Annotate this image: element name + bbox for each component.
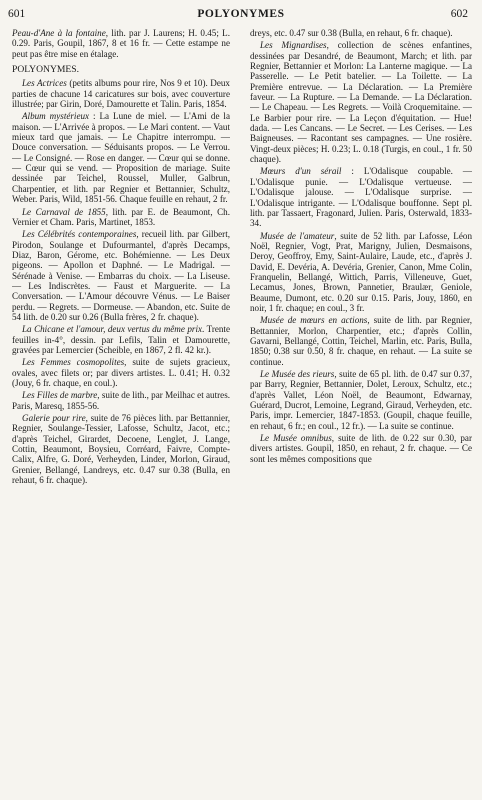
catalog-entry	[250, 315, 472, 367]
entry-title: La Chicane et l'amour, deux vertus du même prix	[22, 324, 203, 335]
entry-text: , suite de 76 pièces lith. par Bettannier, Regnier, Soulange-Tessier, Lafosse, Schultz, Jacot, etc.; d'après Teichel, Girardet, Decoene, Lenglet, J. Lange, Cottin, Beaumont, Boysieu, Corréard, Faivre, Compte-Calix, Alfre, G. Doré, Verheyden, Linder, Morlon, Giraud, Grenier, Bellangé, Landreys, etc. 0.47 sur 0.38 (Bulla, en rehaut, 6 fr. chaque).	[12, 413, 230, 486]
entry-title: Le Carnaval de 1855	[22, 206, 106, 217]
entry-text: , suite de lith. par Regnier, Bettannier, Morlon, Charpentier, etc.; d'après Collin, Gavarni, Bellangé, Cottin, Teichel, Marlin, etc. Paris, Bulla, 1850; 0.38 sur 0.50, 8 fr. chaque, en rehaut. — La suite se continue.	[250, 315, 472, 367]
entry-title: Peau-d'Ane à la fontaine	[12, 28, 106, 38]
entry-title: Musée de l'amateur	[260, 230, 335, 241]
catalog-entry	[250, 369, 472, 431]
catalog-entry	[250, 433, 472, 464]
entry-text: : L'Odalisque coupable. — L'Odalisque punie. — L'Odalisque vertueuse. — L'Odalisque jalouse. — L'Odalisque surprise. — L'Odalisque intrigante. — L'Odalisque bouffonne. Sept pl. lith. par Tassaert, Fragonard, Julien. Paris, Osterwald, 1833-34.	[250, 166, 472, 229]
entry-title: Les Actrices	[22, 78, 67, 89]
entry-text: , recueil lith. par Gilbert, Pirodon, Soulange et Dufourmantel, d'après Decamps, Diaz, Baron, Gérome, etc. Bohémienne. — Les Deux pigeons. — Apollon et Daphné. — Le Madrigal. — Sérénade à Venise. — Embarras du choix. — La Liseuse. — Les Indiscrètes. — Faust et Marguerite. — La Conversation. — L'Amour découvre Vénus. — Le Baiser perdu. — Regrets. — Dormeuse. — Abandon, etc. Suite de 54 lith. de 0.20 sur 0.26 (Bulla frères, 2 fr. chaque).	[12, 229, 230, 322]
entry-text: , lith. par J. Laurens; H. 0.45; L. 0.29. Paris, Goupil, 1867, 8 et 16 fr. — Cette estampe ne peut pas être mise en étalage.	[12, 28, 230, 59]
entry-title: Les Filles de marbre	[22, 390, 98, 401]
entry-text: : La Lune de miel. — L'Ami de la maison. — L'Arrivée à propos. — Le Mari content. — Vaut mieux tard que jamais. — Le Chapitre interrompu. — Douce conversation. — Séduisants propos. — Le Verrou. — Le Consigné. — Rose en danger. — Cœur qui se donne. — Cœur qui se vend. — Proposition de mariage. Suite dessinée par Teichel, Roussel, Muller, Galbrun, Charpentier, et lith. par Regnier et Bettannier, Schultz, Weber. Paris, Wild, 1851-56. Chaque feuille en rehaut, 2 fr.	[12, 111, 230, 205]
entry-text: , suite de sujets gracieux, ovales, avec filets or; par divers artistes. L. 0.41; H. 0.32 (Jouy, 6 fr. chaque, en coul.).	[12, 357, 230, 388]
catalog-entry	[12, 390, 230, 411]
entry-text: dreys, etc. 0.47 sur 0.38 (Bulla, en rehaut, 6 fr. chaque).	[250, 28, 453, 38]
entry-text: (petits albums pour rire, Nos 9 et 10). Deux parties de chacune 14 caricatures sur bois, avec couverture illustrée; par Girin, Doré, Damourette et Talin. Paris, 1854.	[12, 78, 230, 110]
right-page-number: 602	[450, 8, 468, 20]
entry-title: Le Musée omnibus	[260, 433, 332, 444]
catalog-entry	[250, 40, 472, 164]
catalog-entry	[12, 324, 230, 355]
entry-text: , collection de scènes enfantines, dessinées par Desandré, de Beaumont, March; et lith. par Regnier, Bettannier et Morlon: La Lanterne magique. — La Passerelle. — Le Petit batelier. — La Toilette. — La Première entrevue. — La Déclaration. — La Première faveur. — La Rupture. — La Demande. — La Déclaration. — Le Chapeau. — Les Regrets. — Voilà Croquemitaine. — Le Barbier pour rire. — La Leçon d'équitation. — Hue! dada. — Les Cancans. — Le Secret. — Les Cerises. — Les Baigneuses. — Racontant ses campagnes. — Une rosière. Vingt-deux pièces; H. 0.23; L. 0.18 (Turgis, en coul., 1 fr. 50 chaque).	[250, 40, 472, 165]
catalog-entry	[12, 357, 230, 388]
catalog-entry	[12, 229, 230, 322]
running-title: POLYONYMES	[197, 8, 285, 20]
entry-title: Les Mignardises	[260, 40, 327, 51]
catalog-entry	[12, 111, 230, 204]
catalog-entry	[250, 231, 472, 314]
entry-text: , suite de 52 lith. par Lafosse, Léon Noël, Regnier, Vogt, Prat, Marigny, Julien, Desmaisons, Deroy, Geoffroy, Emy, Saint-Aulaire, Laude, etc., d'après J. David, E. Devéria, A. Devéria, Grenier, Canon, Mme Colin, Franquelin, Bellangé, Wittich, Parris, Villeneuve, Guet, Lecamus, Jones, Brown, Pannetier, Braulær, Geniole, Beaume, Dumont, etc. 0.20 sur 0.15. Paris, Jouy, 1860, en noir, 1 fr. chaque; en coul., 3 fr.	[250, 230, 472, 313]
left-column	[12, 28, 230, 792]
entry-title: Le Musée des rieurs	[260, 369, 335, 379]
entry-text: , suite de lith. de 0.22 sur 0.30, par divers artistes. Goupil, 1850, en rehaut, 2 fr. chaque. — Ce sont les mêmes compositions que	[250, 433, 472, 464]
catalog-entry	[12, 28, 230, 59]
catalog-entry	[12, 78, 230, 109]
entry-text: , suite de 65 pl. lith. de 0.47 sur 0.37, par Barry, Regnier, Bettannier, Dolet, Leroux, Schultz, etc.; d'après Vallet, Léon Noël, de Beaumont, Edwarnay, Guérard, Ducrot, Lemoine, Legrand, Giraud, Verheyden, etc. Paris, impr. Lemercier, 1847-1853. (Goupil, chaque feuille, en rehaut, 6 fr.; en coul., 12 fr.). — La suite se continue.	[250, 369, 472, 431]
section-heading: POLYONYMES.	[12, 64, 80, 76]
running-header	[0, 8, 482, 26]
left-page-number: 601	[8, 8, 26, 20]
entry-title: Galerie pour rire	[22, 413, 86, 424]
right-column	[250, 28, 472, 792]
entry-title: Album mystérieux	[22, 111, 90, 122]
entry-title: Les Célébrités contemporaines	[22, 229, 137, 240]
entry-title: Mœurs d'un sérail	[260, 166, 342, 177]
catalog-entry	[250, 166, 472, 228]
entry-text: . Trente feuilles in-4°, dessin. par Lefils, Talin et Damourette, gravées par Lemercier (Scheible, en 1867, 2 fl. 42 kr.).	[12, 324, 230, 355]
entry-text: , suite de lith., par Meilhac et autres. Paris, Maresq, 1855-56.	[12, 390, 230, 411]
entry-text: , lith. par E. de Beaumont, Ch. Vernier et Cham. Paris, Martinet, 1853.	[12, 206, 230, 227]
entry-title: Musée de mœurs en actions	[260, 315, 368, 326]
catalog-entry	[250, 28, 472, 38]
catalog-entry	[12, 413, 230, 485]
catalog-entry	[12, 207, 230, 228]
entry-title: Les Femmes cosmopolites	[22, 357, 125, 368]
